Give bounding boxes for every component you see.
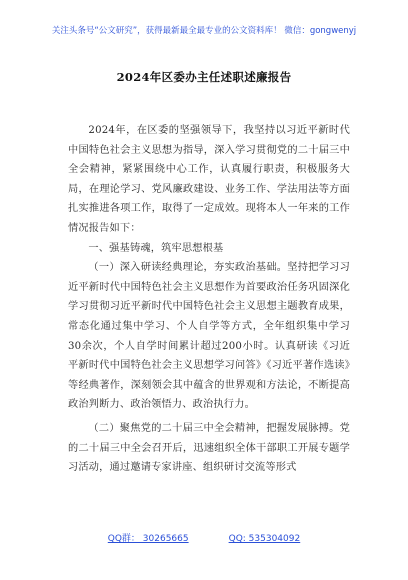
document-body	[68, 121, 350, 478]
header-notice: 关注头条号“公文研究”，获得最新最全最专业的公文资料库！ 微信：gongwenyj	[51, 26, 357, 36]
qq-group-link[interactable]: QQ群： 30265665	[107, 534, 189, 544]
paragraph-intro: 2024年，在区委的坚强领导下，我坚持以习近平新时代中国特色社会主义思想为指导，深入学习贯彻党的二十届三中全会精神，紧紧围绕中心工作，认真履行职责，积极服务大局，在理论学习、党风廉政建设、业务工作、学法用法等方面扎实推进各项工作，取得了一定成效。现将本人一年来的工作情况报告如下：	[68, 125, 350, 234]
footer-contact	[0, 531, 408, 544]
qq-contact-link[interactable]: QQ: 535304092	[228, 534, 301, 544]
paragraph-subsection-2: （二）聚焦党的二十届三中全会精神，把握发展脉搏。党的二十届三中全会召开后，迅速组织全体干部职工开展专题学习活动，通过邀请专家讲座、组织研讨交流等形式	[68, 422, 350, 474]
section-heading-1: 一、强基铸魂，筑牢思想根基	[88, 242, 224, 254]
paragraph-subsection-1: （一）深入研读经典理论，夯实政治基础。坚持把学习习近平新时代中国特色社会主义思想作为首要政治任务巩固深化学习贯彻习近平新时代中国特色社会主义思想主题教育成果，常态化通过集中学习、个人自学等方式，全年组织集中学习30余次，个人自学时间累计超过200小时。认真研读《习近平新时代中国特色社会主义思想学习问答》《习近平著作选读》等经典著作，深刻领会其中蕴含的世界观和方法论，不断提高政治判断力、政治领悟力、政治执行力。	[68, 262, 350, 411]
document-title: 2024年区委办主任述职述廉报告	[116, 70, 292, 84]
